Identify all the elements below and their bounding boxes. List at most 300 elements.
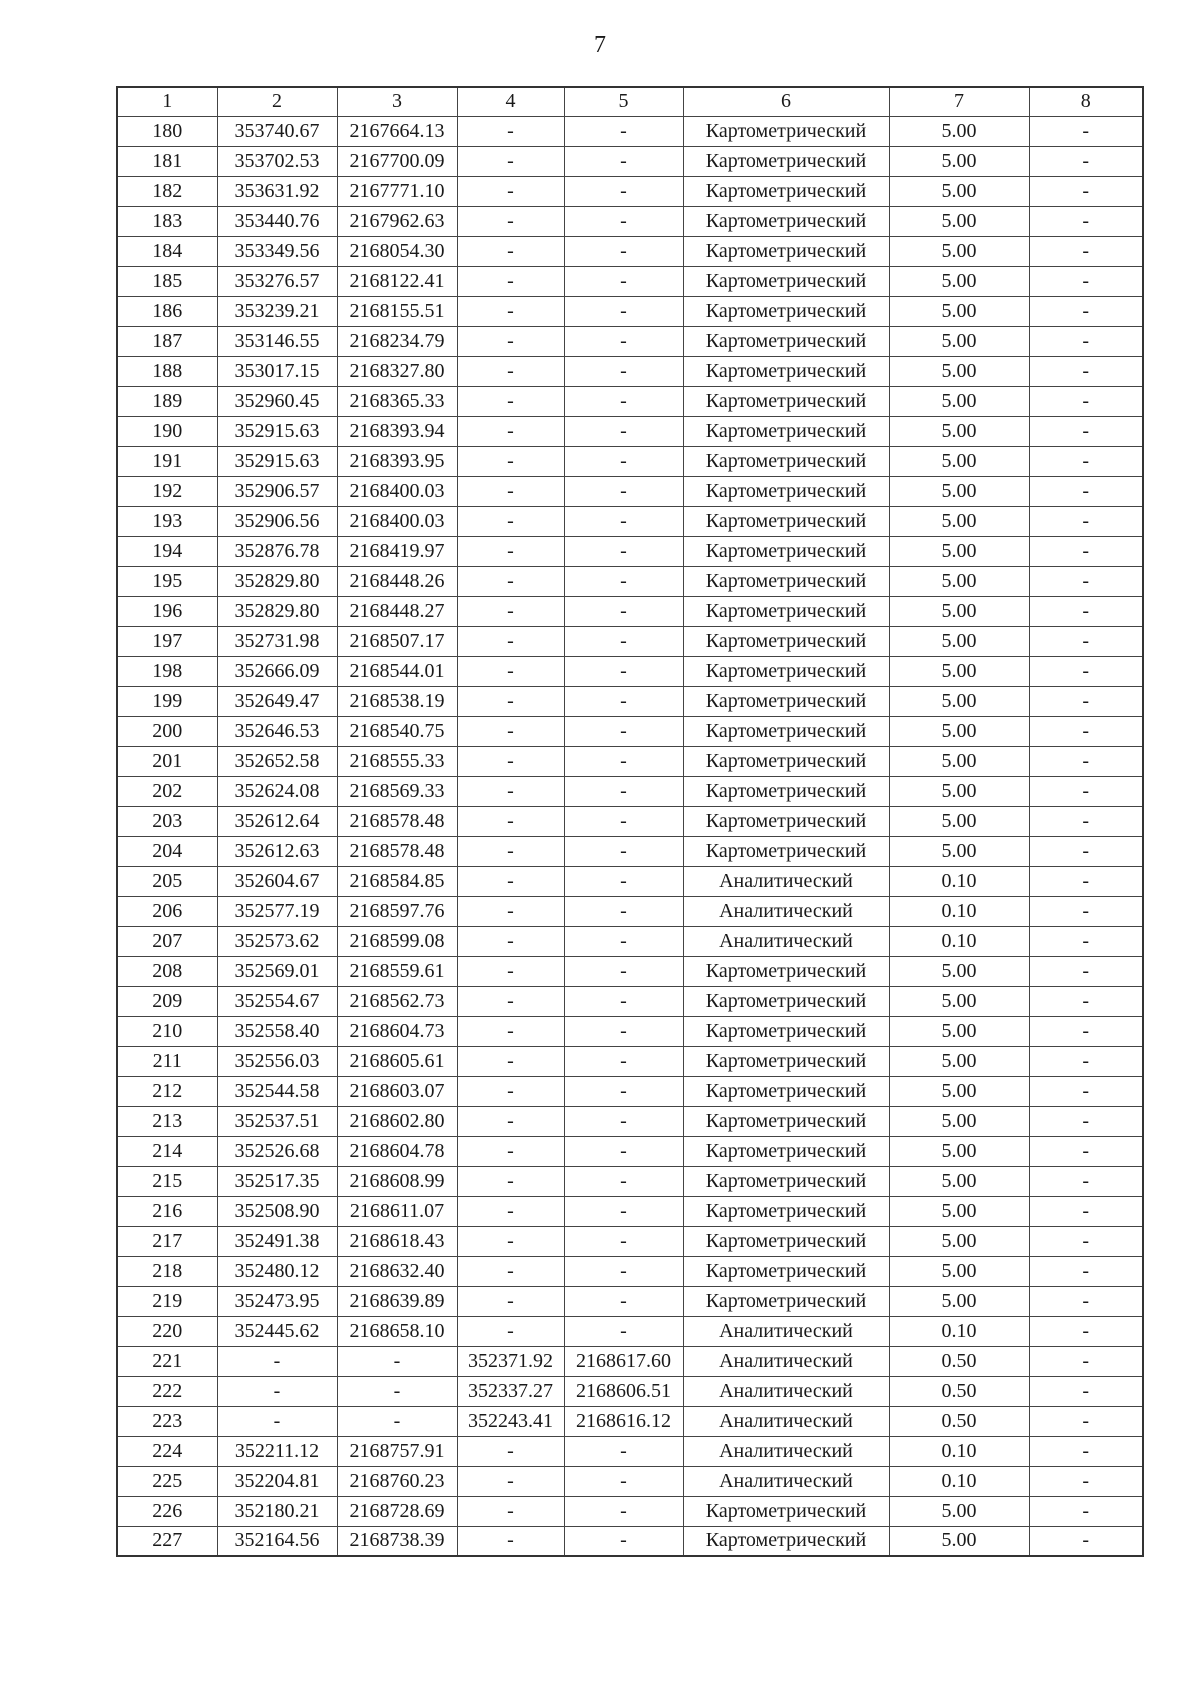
note-cell: - [1029,506,1143,536]
x-coordinate-cell: 352537.51 [217,1106,337,1136]
x-coordinate-cell: 352624.08 [217,776,337,806]
method-cell: Аналитический [683,1466,889,1496]
x-coordinate-alt-cell: - [457,1226,564,1256]
x-coordinate-alt-cell: - [457,536,564,566]
method-cell: Картометрический [683,506,889,536]
accuracy-cell: 5.00 [889,476,1029,506]
point-number-cell: 211 [117,1046,217,1076]
x-coordinate-cell: 352508.90 [217,1196,337,1226]
column-header-2: 2 [217,87,337,116]
x-coordinate-alt-cell: - [457,926,564,956]
y-coordinate-cell: 2168122.41 [337,266,457,296]
x-coordinate-cell: 353631.92 [217,176,337,206]
method-cell: Картометрический [683,1016,889,1046]
accuracy-cell: 0.10 [889,1436,1029,1466]
y-coordinate-cell: 2168562.73 [337,986,457,1016]
point-number-cell: 206 [117,896,217,926]
y-coordinate-cell: 2168760.23 [337,1466,457,1496]
y-coordinate-cell: 2168234.79 [337,326,457,356]
x-coordinate-alt-cell: - [457,1106,564,1136]
note-cell: - [1029,1526,1143,1556]
point-number-cell: 217 [117,1226,217,1256]
x-coordinate-alt-cell: - [457,596,564,626]
y-coordinate-alt-cell: - [564,266,683,296]
y-coordinate-alt-cell: 2168617.60 [564,1346,683,1376]
note-cell: - [1029,1496,1143,1526]
method-cell: Картометрический [683,626,889,656]
note-cell: - [1029,1286,1143,1316]
table-row [117,176,1143,206]
x-coordinate-alt-cell: - [457,1076,564,1106]
point-number-cell: 224 [117,1436,217,1466]
x-coordinate-alt-cell: - [457,506,564,536]
accuracy-cell: 5.00 [889,1106,1029,1136]
table-row [117,476,1143,506]
table-row [117,776,1143,806]
x-coordinate-cell: 352915.63 [217,416,337,446]
table-row [117,656,1143,686]
point-number-cell: 222 [117,1376,217,1406]
y-coordinate-alt-cell: - [564,866,683,896]
note-cell: - [1029,656,1143,686]
note-cell: - [1029,1106,1143,1136]
note-cell: - [1029,1376,1143,1406]
y-coordinate-alt-cell: - [564,1136,683,1166]
point-number-cell: 185 [117,266,217,296]
accuracy-cell: 0.10 [889,926,1029,956]
table-row [117,896,1143,926]
method-cell: Картометрический [683,956,889,986]
y-coordinate-cell: 2168507.17 [337,626,457,656]
note-cell: - [1029,476,1143,506]
method-cell: Аналитический [683,896,889,926]
header-row [117,87,1143,116]
y-coordinate-alt-cell: - [564,776,683,806]
y-coordinate-cell: 2168605.61 [337,1046,457,1076]
x-coordinate-cell: 353702.53 [217,146,337,176]
x-coordinate-cell: 352612.63 [217,836,337,866]
x-coordinate-cell: 352445.62 [217,1316,337,1346]
method-cell: Аналитический [683,1376,889,1406]
column-header-6: 6 [683,87,889,116]
note-cell: - [1029,896,1143,926]
y-coordinate-cell: 2168578.48 [337,806,457,836]
table-row [117,1316,1143,1346]
note-cell: - [1029,1436,1143,1466]
x-coordinate-alt-cell: - [457,746,564,776]
y-coordinate-alt-cell: 2168616.12 [564,1406,683,1436]
y-coordinate-cell: 2168632.40 [337,1256,457,1286]
y-coordinate-cell: 2168448.26 [337,566,457,596]
x-coordinate-cell: 352649.47 [217,686,337,716]
accuracy-cell: 5.00 [889,716,1029,746]
y-coordinate-cell: 2168538.19 [337,686,457,716]
y-coordinate-cell: 2168155.51 [337,296,457,326]
point-number-cell: 207 [117,926,217,956]
method-cell: Картометрический [683,746,889,776]
table-row [117,1406,1143,1436]
y-coordinate-alt-cell: - [564,1466,683,1496]
x-coordinate-alt-cell: - [457,386,564,416]
point-number-cell: 227 [117,1526,217,1556]
x-coordinate-alt-cell: - [457,356,564,386]
y-coordinate-alt-cell: - [564,686,683,716]
accuracy-cell: 0.50 [889,1406,1029,1436]
accuracy-cell: 5.00 [889,326,1029,356]
point-number-cell: 212 [117,1076,217,1106]
y-coordinate-cell: 2168327.80 [337,356,457,386]
y-coordinate-alt-cell: - [564,656,683,686]
point-number-cell: 199 [117,686,217,716]
page-number: 7 [594,32,606,58]
note-cell: - [1029,536,1143,566]
column-header-1: 1 [117,87,217,116]
y-coordinate-cell: 2167664.13 [337,116,457,146]
x-coordinate-cell: 352180.21 [217,1496,337,1526]
x-coordinate-cell: 352556.03 [217,1046,337,1076]
y-coordinate-alt-cell: - [564,956,683,986]
coordinates-table [116,86,1144,1557]
point-number-cell: 214 [117,1136,217,1166]
y-coordinate-cell: 2168608.99 [337,1166,457,1196]
accuracy-cell: 5.00 [889,446,1029,476]
method-cell: Картометрический [683,1256,889,1286]
point-number-cell: 188 [117,356,217,386]
method-cell: Картометрический [683,716,889,746]
x-coordinate-cell: 352666.09 [217,656,337,686]
accuracy-cell: 5.00 [889,176,1029,206]
y-coordinate-alt-cell: - [564,446,683,476]
point-number-cell: 221 [117,1346,217,1376]
accuracy-cell: 5.00 [889,566,1029,596]
note-cell: - [1029,266,1143,296]
accuracy-cell: 5.00 [889,596,1029,626]
x-coordinate-cell: 352517.35 [217,1166,337,1196]
note-cell: - [1029,716,1143,746]
note-cell: - [1029,776,1143,806]
x-coordinate-alt-cell: - [457,1466,564,1496]
method-cell: Картометрический [683,176,889,206]
point-number-cell: 208 [117,956,217,986]
x-coordinate-alt-cell: - [457,1256,564,1286]
y-coordinate-alt-cell: - [564,1496,683,1526]
x-coordinate-cell: 353349.56 [217,236,337,266]
y-coordinate-alt-cell: - [564,1256,683,1286]
method-cell: Картометрический [683,536,889,566]
x-coordinate-cell: 352646.53 [217,716,337,746]
x-coordinate-cell: 352491.38 [217,1226,337,1256]
y-coordinate-alt-cell: - [564,596,683,626]
method-cell: Картометрический [683,1526,889,1556]
note-cell: - [1029,236,1143,266]
method-cell: Картометрический [683,1226,889,1256]
point-number-cell: 215 [117,1166,217,1196]
accuracy-cell: 5.00 [889,1046,1029,1076]
y-coordinate-cell: 2168738.39 [337,1526,457,1556]
accuracy-cell: 5.00 [889,956,1029,986]
point-number-cell: 181 [117,146,217,176]
method-cell: Аналитический [683,1406,889,1436]
method-cell: Картометрический [683,776,889,806]
y-coordinate-cell: 2168604.73 [337,1016,457,1046]
accuracy-cell: 5.00 [889,386,1029,416]
y-coordinate-alt-cell: - [564,836,683,866]
point-number-cell: 203 [117,806,217,836]
x-coordinate-alt-cell: 352243.41 [457,1406,564,1436]
y-coordinate-cell: 2167700.09 [337,146,457,176]
x-coordinate-cell: 352829.80 [217,566,337,596]
table-row [117,1016,1143,1046]
note-cell: - [1029,836,1143,866]
table-row [117,1226,1143,1256]
accuracy-cell: 0.10 [889,866,1029,896]
accuracy-cell: 5.00 [889,146,1029,176]
note-cell: - [1029,866,1143,896]
x-coordinate-alt-cell: - [457,446,564,476]
x-coordinate-cell: 352612.64 [217,806,337,836]
method-cell: Картометрический [683,266,889,296]
table-row [117,1436,1143,1466]
x-coordinate-alt-cell: - [457,626,564,656]
note-cell: - [1029,386,1143,416]
y-coordinate-cell: 2168757.91 [337,1436,457,1466]
note-cell: - [1029,1316,1143,1346]
point-number-cell: 226 [117,1496,217,1526]
table-row [117,296,1143,326]
x-coordinate-alt-cell: - [457,1316,564,1346]
y-coordinate-alt-cell: - [564,206,683,236]
accuracy-cell: 5.00 [889,1076,1029,1106]
x-coordinate-cell: 352906.57 [217,476,337,506]
y-coordinate-cell: 2168597.76 [337,896,457,926]
accuracy-cell: 5.00 [889,1496,1029,1526]
table-row [117,1136,1143,1166]
point-number-cell: 184 [117,236,217,266]
method-cell: Картометрический [683,146,889,176]
x-coordinate-cell: 352473.95 [217,1286,337,1316]
table-row [117,1166,1143,1196]
note-cell: - [1029,596,1143,626]
table-row [117,416,1143,446]
column-header-3: 3 [337,87,457,116]
accuracy-cell: 5.00 [889,536,1029,566]
table-row [117,746,1143,776]
y-coordinate-alt-cell: - [564,236,683,266]
point-number-cell: 182 [117,176,217,206]
note-cell: - [1029,296,1143,326]
point-number-cell: 194 [117,536,217,566]
accuracy-cell: 5.00 [889,1016,1029,1046]
y-coordinate-cell: 2168393.95 [337,446,457,476]
accuracy-cell: 5.00 [889,836,1029,866]
y-coordinate-cell: 2168611.07 [337,1196,457,1226]
table-row [117,236,1143,266]
accuracy-cell: 5.00 [889,806,1029,836]
table-row [117,116,1143,146]
y-coordinate-cell: 2167771.10 [337,176,457,206]
y-coordinate-alt-cell: - [564,296,683,326]
method-cell: Картометрический [683,206,889,236]
y-coordinate-cell: 2168599.08 [337,926,457,956]
y-coordinate-alt-cell: - [564,1046,683,1076]
method-cell: Картометрический [683,1136,889,1166]
note-cell: - [1029,1076,1143,1106]
table-row [117,596,1143,626]
note-cell: - [1029,1466,1143,1496]
method-cell: Картометрический [683,296,889,326]
point-number-cell: 220 [117,1316,217,1346]
table-row [117,956,1143,986]
note-cell: - [1029,1256,1143,1286]
point-number-cell: 187 [117,326,217,356]
accuracy-cell: 5.00 [889,356,1029,386]
table-row [117,1106,1143,1136]
accuracy-cell: 5.00 [889,986,1029,1016]
y-coordinate-alt-cell: - [564,1166,683,1196]
accuracy-cell: 0.10 [889,1316,1029,1346]
method-cell: Аналитический [683,1436,889,1466]
point-number-cell: 223 [117,1406,217,1436]
table-row [117,716,1143,746]
y-coordinate-alt-cell: - [564,386,683,416]
y-coordinate-alt-cell: - [564,1196,683,1226]
y-coordinate-alt-cell: - [564,1016,683,1046]
x-coordinate-cell: 352544.58 [217,1076,337,1106]
accuracy-cell: 0.10 [889,1466,1029,1496]
y-coordinate-alt-cell: - [564,146,683,176]
note-cell: - [1029,1226,1143,1256]
table-row [117,326,1143,356]
note-cell: - [1029,176,1143,206]
note-cell: - [1029,926,1143,956]
y-coordinate-alt-cell: - [564,1226,683,1256]
y-coordinate-alt-cell: - [564,1286,683,1316]
x-coordinate-alt-cell: - [457,206,564,236]
x-coordinate-alt-cell: - [457,1436,564,1466]
y-coordinate-alt-cell: - [564,1316,683,1346]
x-coordinate-alt-cell: - [457,266,564,296]
x-coordinate-cell: - [217,1406,337,1436]
accuracy-cell: 5.00 [889,416,1029,446]
table-row [117,866,1143,896]
note-cell: - [1029,1166,1143,1196]
x-coordinate-alt-cell: - [457,1496,564,1526]
column-header-7: 7 [889,87,1029,116]
method-cell: Картометрический [683,236,889,266]
table-row [117,1466,1143,1496]
x-coordinate-alt-cell: - [457,236,564,266]
x-coordinate-alt-cell: 352337.27 [457,1376,564,1406]
note-cell: - [1029,146,1143,176]
y-coordinate-cell: 2168569.33 [337,776,457,806]
x-coordinate-cell: 352526.68 [217,1136,337,1166]
method-cell: Картометрический [683,1046,889,1076]
x-coordinate-alt-cell: - [457,986,564,1016]
y-coordinate-cell: 2168578.48 [337,836,457,866]
x-coordinate-alt-cell: - [457,656,564,686]
accuracy-cell: 0.50 [889,1346,1029,1376]
y-coordinate-cell: 2168555.33 [337,746,457,776]
y-coordinate-cell: 2168603.07 [337,1076,457,1106]
point-number-cell: 202 [117,776,217,806]
table-row [117,1496,1143,1526]
point-number-cell: 180 [117,116,217,146]
point-number-cell: 198 [117,656,217,686]
y-coordinate-cell: 2168054.30 [337,236,457,266]
method-cell: Картометрический [683,1286,889,1316]
table-row [117,1046,1143,1076]
x-coordinate-alt-cell: 352371.92 [457,1346,564,1376]
y-coordinate-cell: 2168448.27 [337,596,457,626]
x-coordinate-cell: 353146.55 [217,326,337,356]
column-header-5: 5 [564,87,683,116]
x-coordinate-cell: 352577.19 [217,896,337,926]
y-coordinate-alt-cell: - [564,626,683,656]
method-cell: Картометрический [683,476,889,506]
x-coordinate-alt-cell: - [457,296,564,326]
x-coordinate-alt-cell: - [457,896,564,926]
point-number-cell: 200 [117,716,217,746]
y-coordinate-cell: 2168400.03 [337,476,457,506]
x-coordinate-alt-cell: - [457,956,564,986]
method-cell: Картометрический [683,1496,889,1526]
accuracy-cell: 5.00 [889,206,1029,236]
note-cell: - [1029,626,1143,656]
point-number-cell: 183 [117,206,217,236]
point-number-cell: 197 [117,626,217,656]
method-cell: Картометрический [683,656,889,686]
point-number-cell: 195 [117,566,217,596]
x-coordinate-alt-cell: - [457,146,564,176]
note-cell: - [1029,1346,1143,1376]
y-coordinate-cell: 2168419.97 [337,536,457,566]
method-cell: Картометрический [683,806,889,836]
x-coordinate-cell: 352164.56 [217,1526,337,1556]
method-cell: Картометрический [683,416,889,446]
table-row [117,1346,1143,1376]
accuracy-cell: 5.00 [889,296,1029,326]
y-coordinate-cell: 2168540.75 [337,716,457,746]
accuracy-cell: 5.00 [889,686,1029,716]
accuracy-cell: 0.10 [889,896,1029,926]
x-coordinate-cell: 352204.81 [217,1466,337,1496]
x-coordinate-cell: 352554.67 [217,986,337,1016]
note-cell: - [1029,1046,1143,1076]
y-coordinate-alt-cell: - [564,1106,683,1136]
table-row [117,1076,1143,1106]
x-coordinate-cell: 352906.56 [217,506,337,536]
y-coordinate-cell: - [337,1376,457,1406]
table-row [117,926,1143,956]
x-coordinate-alt-cell: - [457,1526,564,1556]
y-coordinate-alt-cell: - [564,896,683,926]
x-coordinate-alt-cell: - [457,326,564,356]
table-row [117,356,1143,386]
point-number-cell: 190 [117,416,217,446]
point-number-cell: 201 [117,746,217,776]
point-number-cell: 218 [117,1256,217,1286]
x-coordinate-alt-cell: - [457,1196,564,1226]
y-coordinate-alt-cell: - [564,356,683,386]
note-cell: - [1029,1406,1143,1436]
y-coordinate-cell: 2168618.43 [337,1226,457,1256]
note-cell: - [1029,116,1143,146]
table-row [117,686,1143,716]
method-cell: Картометрический [683,356,889,386]
note-cell: - [1029,1016,1143,1046]
point-number-cell: 205 [117,866,217,896]
point-number-cell: 210 [117,1016,217,1046]
